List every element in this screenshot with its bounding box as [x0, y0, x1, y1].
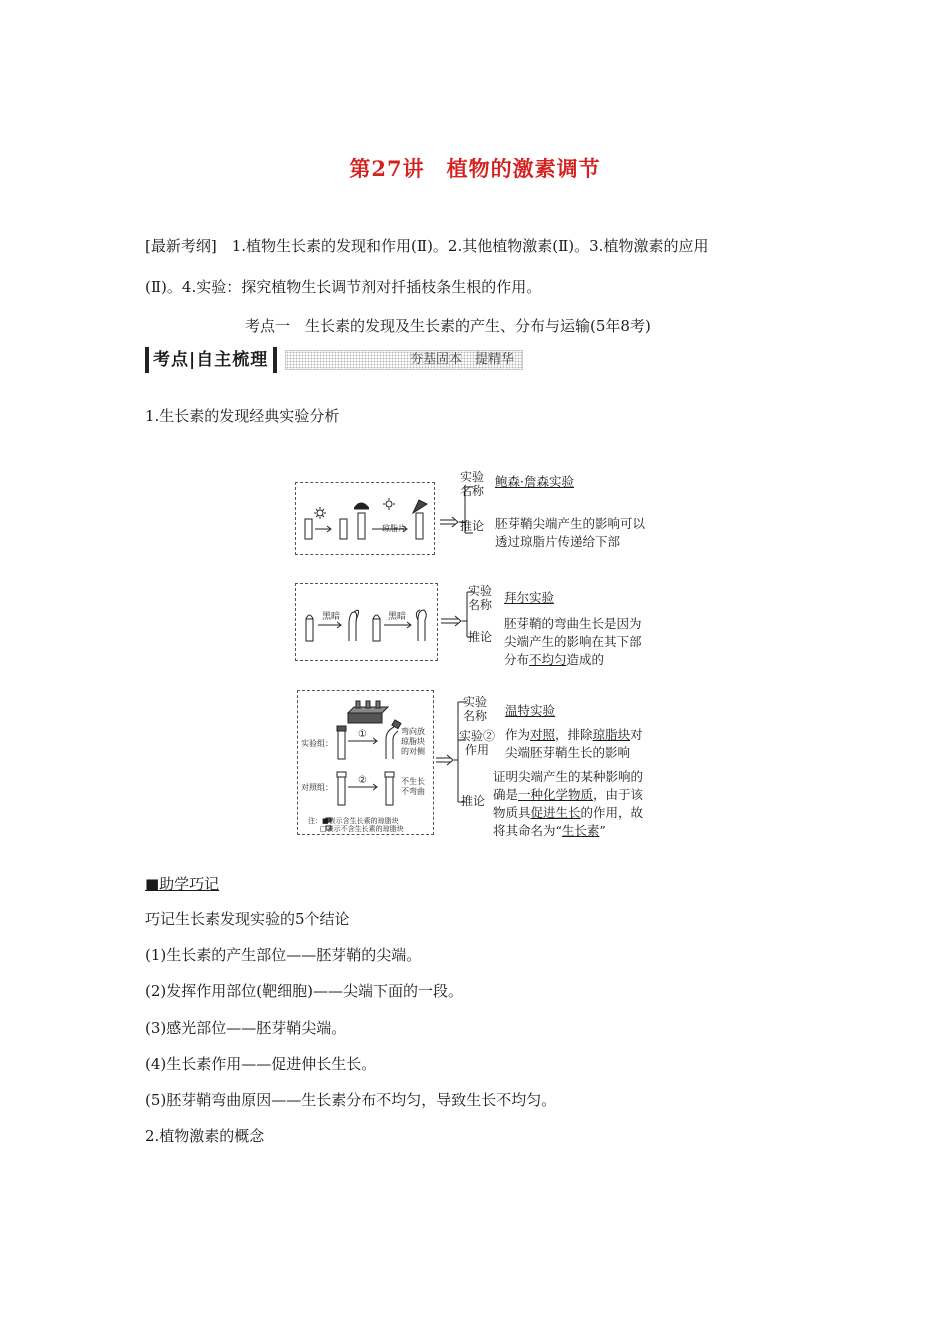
section-banner [145, 347, 525, 373]
mark-1: ① [358, 729, 367, 740]
exp1-name-label: 实验 名称 [460, 470, 485, 498]
exp2-name-label: 实验 名称 [468, 584, 493, 612]
tip-item-3: (3)感光部位——胚芽鞘尖端。 [145, 1019, 347, 1037]
exp-result: 弯向放 琼脂块 的对侧 [401, 727, 425, 756]
syllabus-line-2: (Ⅱ)。4.实验：探究植物生长调节剂对扦插枝条生根的作用。 [145, 278, 542, 296]
tip-item-1: (1)生长素的产生部位——胚芽鞘的尖端。 [145, 946, 422, 964]
tips-heading: ■助学巧记 [145, 875, 220, 893]
exp1-coleoptile-2 [340, 519, 347, 539]
exp1-figure-box [295, 482, 435, 555]
tip-item-5: (5)胚芽鞘弯曲原因——生长素分布不均匀，导致生长不均匀。 [145, 1091, 557, 1109]
exp2-figure-box [295, 583, 438, 661]
exp3-infer-label: 推论 [461, 794, 486, 808]
exp3-name-label: 实验 名称 [463, 695, 488, 723]
mark-2: ② [358, 775, 367, 786]
experiment-diagram [295, 465, 665, 845]
exp3-figure-box [297, 690, 434, 835]
agar-label: 琼脂片 [382, 524, 406, 533]
tip-item-4: (4)生长素作用——促进伸长生长。 [145, 1055, 377, 1073]
exp3-role: 作为对照，排除琼脂块对 尖端胚芽鞘生长的影响 [505, 727, 643, 760]
exp1-name: 鲍森·詹森实验 [495, 474, 574, 489]
syllabus-line-1: [最新考纲] 1.植物生长素的发现和作用(Ⅱ)。2.其他植物激素(Ⅱ)。3.植物激素的应用 [145, 237, 709, 255]
dark-label-1: 黑暗 [322, 612, 341, 622]
exp1-infer-label: 推论 [460, 519, 485, 533]
page-title: 第27讲 植物的激素调节 [349, 156, 601, 181]
exp2-infer-label: 推论 [468, 630, 493, 644]
exp1-coleoptile-1 [305, 519, 312, 539]
sun-icon [317, 510, 323, 516]
dark-label-2: 黑暗 [388, 612, 407, 622]
note-2: □表示不含生长素的琼脂块 [320, 825, 404, 833]
section-1-title: 1.生长素的发现经典实验分析 [145, 407, 340, 425]
topic-heading: 考点一 生长素的发现及生长素的产生、分布与运输(5年8考) [245, 317, 651, 335]
exp2-name: 拜尔实验 [504, 590, 555, 605]
exp-group-label: 实验组： [301, 739, 333, 748]
ctrl-group-label: 对照组： [301, 783, 333, 792]
tips-intro: 巧记生长素发现实验的5个结论 [145, 910, 350, 928]
exp3-name: 温特实验 [505, 703, 556, 718]
note-1: 注：■表示含生长素的琼脂块 [308, 817, 399, 825]
ctrl-result: 不生长 不弯曲 [401, 777, 425, 796]
banner-left-label: 考点|自主梳理 [145, 347, 277, 373]
exp3-figure [298, 691, 435, 836]
exp1-inference: 胚芽鞘尖端产生的影响可以 透过琼脂片传递给下部 [495, 516, 646, 549]
exp1-coleoptile-3 [358, 513, 365, 539]
exp2-inference: 胚芽鞘的弯曲生长是因为 尖端产生的影响在其下部 分布不均匀造成的 [504, 616, 642, 667]
exp3-role-label: 实验② 作用 [459, 729, 496, 757]
tip-item-2: (2)发挥作用部位(靶细胞)——尖端下面的一段。 [145, 982, 463, 1000]
banner-right-label: 夯基固本 提精华 [285, 350, 523, 370]
exp3-inference: 证明尖端产生的某种影响的 确是一种化学物质，由于该 物质具促进生长的作用，故 将其命名为“生长素” [493, 769, 644, 838]
exp2-figure [296, 584, 439, 662]
sun-icon-2 [386, 501, 392, 507]
exp1-figure [296, 483, 436, 556]
exp1-coleoptile-4 [416, 513, 423, 539]
section-2-title: 2.植物激素的概念 [145, 1127, 265, 1145]
